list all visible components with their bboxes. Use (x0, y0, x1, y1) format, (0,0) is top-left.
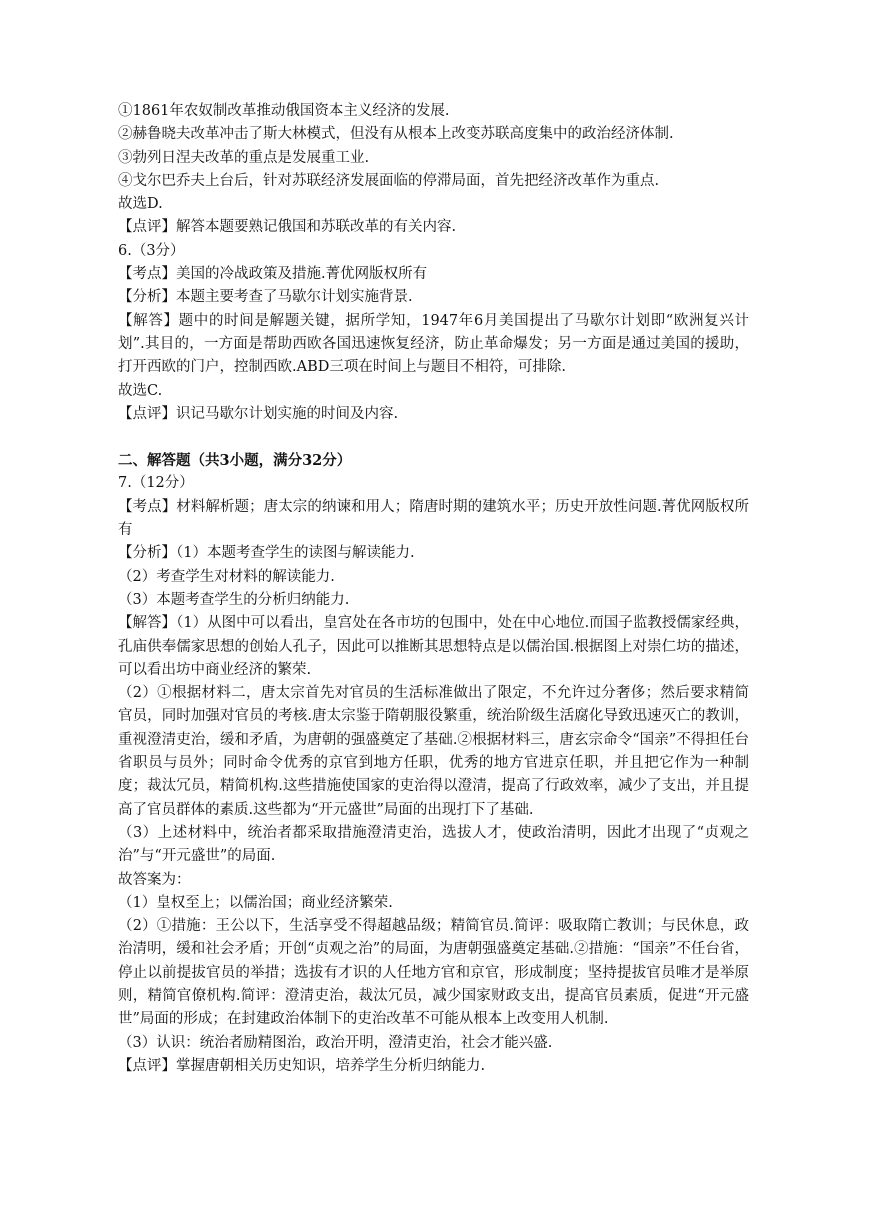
topic-line: 【考点】美国的冷战政策及措施.菁优网版权所有 (118, 266, 428, 283)
choice-conclusion: 故选D. (118, 196, 163, 213)
topic-paragraph: 【考点】材料解析题；唐太宗的纳谏和用人；隋唐时期的建筑水平；历史开放性问题.菁优网版权所有 (118, 498, 749, 539)
analysis-line: （3）本题考查学生的分析归纳能力. (118, 591, 350, 608)
comment-line: 【点评】解答本题要熟记俄国和苏联改革的有关内容. (118, 219, 457, 236)
answer-label: 故答案为： (118, 871, 191, 888)
answer-paragraph: （2）①措施：王公以下，生活享受不得超越品级；精简官员.简评：吸取隋亡教训；与民休息，政治清明，缓和社会矛盾；开创“贞观之治”的局面，为唐朝强盛奠定基础.②措施：“国亲”不任台省，停止以前提拔官员的举措；选拔有才识的人任地方官和京官，形成制度；坚持提拔官员唯才是举原则，精简官僚机构.简评：澄清吏治，裁汰冗员，减少国家财政支出，提高官员素质，促进“开元盛世”局面的形成；在封建政治体制下的吏治改革不可能从根本上改变用人机制. (118, 918, 749, 1028)
answer-line: （3）认识：统治者励精图治，政治开明，澄清吏治，社会才能兴盛. (118, 1034, 553, 1051)
analysis-line: 【分析】本题主要考查了马歇尔计划实施背景. (118, 289, 413, 306)
analysis-line: 【分析】（1）本题考查学生的读图与解读能力. (118, 545, 415, 562)
answer-line: （1）皇权至上；以儒治国；商业经济繁荣. (118, 894, 393, 911)
answer-item-2: ②赫鲁晓夫改革冲击了斯大林模式，但没有从根本上改变苏联高度集中的政治经济体制. (118, 126, 674, 143)
choice-conclusion: 故选C. (118, 382, 163, 399)
comment-line: 【点评】识记马歇尔计划实施的时间及内容. (118, 405, 399, 422)
section-heading: 二、解答题（共3小题，满分32分） (118, 452, 352, 470)
comment-line: 【点评】掌握唐朝相关历史知识，培养学生分析归纳能力. (118, 1057, 486, 1074)
answer-item-4: ④戈尔巴乔夫上台后，针对苏联经济发展面临的停滞局面，首先把经济改革作为重点. (118, 172, 660, 189)
solution-paragraph: 【解答】（1）从图中可以看出，皇宫处在各市坊的包围中，处在中心地位.而国子监教授儒家经典，孔庙供奉儒家思想的创始人孔子，因此可以推断其思想特点是以儒治国.根据图上对崇仁坊的描述，可以看出坊中商业经济的繁荣. (118, 615, 749, 678)
answer-item-3: ③勃列日涅夫改革的重点是发展重工业. (118, 149, 370, 166)
analysis-line: （2）考查学生对材料的解读能力. (118, 568, 335, 585)
solution-paragraph: 【解答】题中的时间是解题关键，据所学知，1947年6月美国提出了马歇尔计划即“欧洲复兴计划”.其目的，一方面是帮助西欧各国迅速恢复经济，防止革命爆发；另一方面是通过美国的援助，打开西欧的门户，控制西欧.ABD三项在时间上与题目不相符，可排除. (118, 312, 749, 376)
section-spacer (118, 426, 749, 449)
question-number: 6.（3分） (118, 242, 185, 259)
question-number: 7.（12分） (118, 475, 194, 492)
answer-item-1: ①1861年农奴制改革推动俄国资本主义经济的发展. (118, 103, 450, 119)
solution-paragraph: （3）上述材料中，统治者都采取措施澄清吏治，选拔人才，使政治清明，因此才出现了“贞观之治”与“开元盛世”的局面. (118, 824, 749, 865)
solution-paragraph: （2）①根据材料二，唐太宗首先对官员的生活标准做出了限定，不允许过分奢侈；然后要求精简官员，同时加强对官员的考核.唐太宗鉴于隋朝服役繁重，统治阶级生活腐化导致迅速灭亡的教训，重视澄清吏治，缓和矛盾，为唐朝的强盛奠定了基础.②根据材料三，唐玄宗命令“国亲”不得担任台省职员与员外；同时命令优秀的京官到地方任职，优秀的地方官进京任职，并且把它作为一种制度；裁汰冗员，精简机构.这些措施使国家的吏治得以澄清，提高了行政效率，减少了支出，并且提高了官员群体的素质.这些都为“开元盛世”局面的出现打下了基础. (118, 685, 749, 818)
